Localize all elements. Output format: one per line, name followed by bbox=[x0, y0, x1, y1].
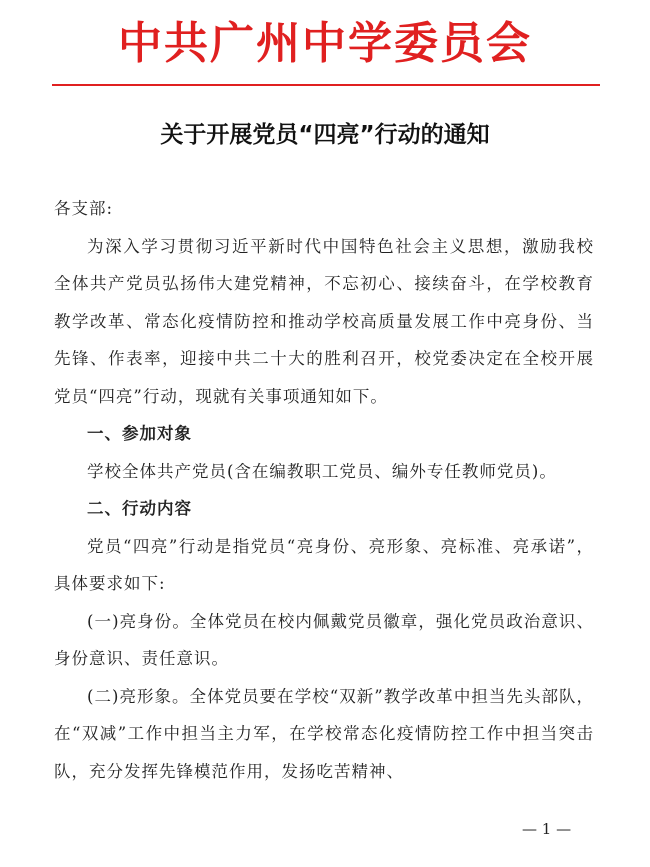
document-body bbox=[54, 190, 594, 790]
section-heading-content: 二、行动内容 bbox=[87, 499, 192, 518]
section-heading-participants: 一、参加对象 bbox=[87, 424, 192, 443]
image-paragraph: (二)亮形象。全体党员要在学校“双新”教学改革中担当先头部队，在“双减”工作中担当主力军，在学校常态化疫情防控工作中担当突击队，充分发挥先锋模范作用，发扬吃苦精神、 bbox=[54, 686, 594, 781]
intro-paragraph: 为深入学习贯彻习近平新时代中国特色社会主义思想，激励我校全体共产党员弘扬伟大建党精神，不忘初心、接续奋斗，在学校教育教学改革、常态化疫情防控和推动学校高质量发展工作中亮身份、当先锋、作表率，迎接中共二十大的胜利召开，校党委决定在全校开展党员“四亮”行动，现就有关事项通知如下。 bbox=[54, 236, 594, 406]
letterhead-red-rule bbox=[52, 84, 600, 86]
identity-paragraph: (一)亮身份。全体党员在校内佩戴党员徽章，强化党员政治意识、身份意识、责任意识。 bbox=[54, 611, 594, 668]
participants-paragraph: 学校全体共产党员(含在编教职工党员、编外专任教师党员)。 bbox=[87, 461, 557, 481]
salutation: 各支部: bbox=[54, 199, 114, 218]
document-title: 关于开展党员“四亮”行动的通知 bbox=[160, 122, 490, 148]
page-number: — 1 — bbox=[522, 820, 572, 838]
content-paragraph: 党员“四亮”行动是指党员“亮身份、亮形象、亮标准、亮承诺”，具体要求如下: bbox=[54, 536, 594, 593]
letterhead-title: 中共广州中学委员会 bbox=[118, 18, 532, 69]
